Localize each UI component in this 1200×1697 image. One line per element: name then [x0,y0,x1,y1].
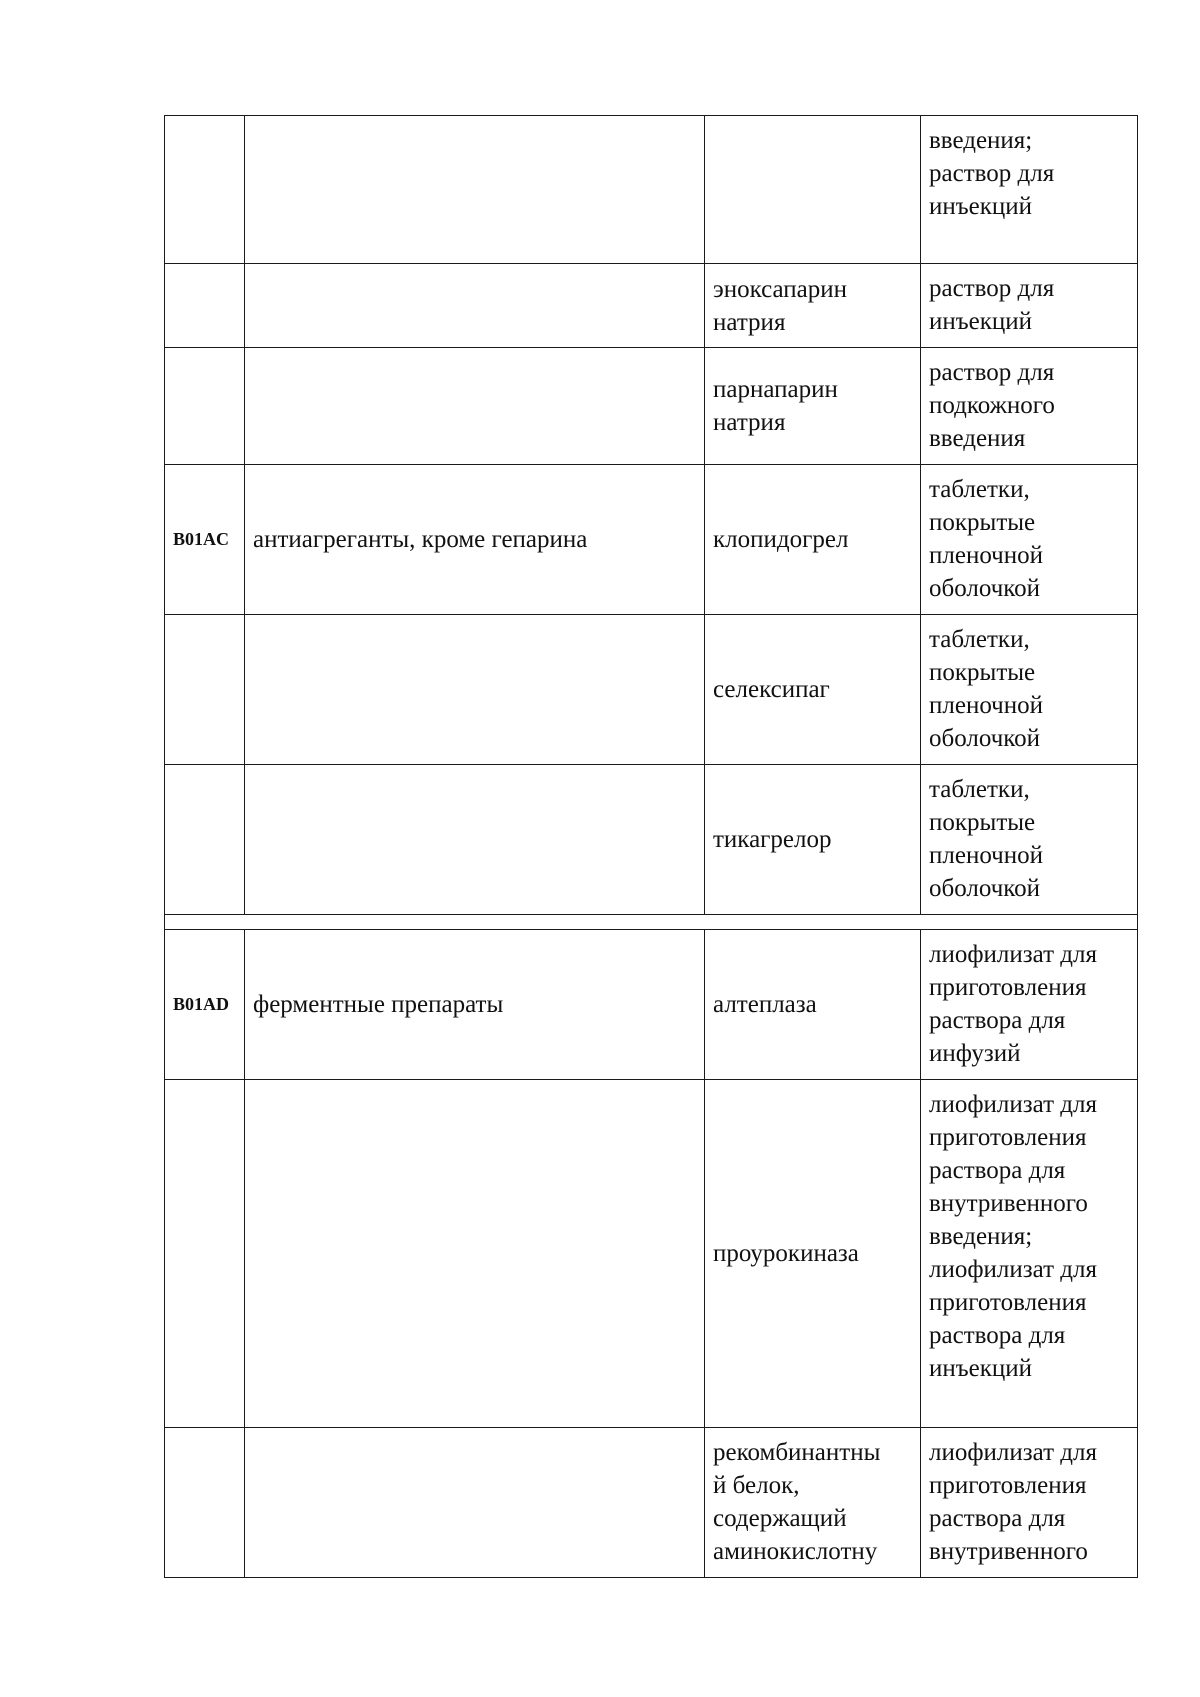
drug-name-cell: парнапарин натрия [705,348,921,465]
dosage-form-cell: таблетки, покрытые пленочной оболочкой [921,615,1138,765]
drug-name-cell [705,116,921,264]
group-name-cell [245,264,705,348]
group-name-cell [245,1428,705,1578]
table-row [165,1080,1138,1428]
drug-name-cell: селексипаг [705,615,921,765]
atc-code-cell [165,1080,245,1428]
dosage-form-cell: раствор для инъекций [921,264,1138,348]
drug-name-cell: рекомбинантны й белок, содержащий аминокислотну [705,1428,921,1578]
drug-name-cell: проурокиназа [705,1080,921,1428]
group-name-cell [245,348,705,465]
table-row [165,765,1138,915]
table-row [165,465,1138,615]
drug-name-cell: алтеплаза [705,930,921,1080]
atc-code-cell [165,116,245,264]
table-row [165,264,1138,348]
dosage-form-cell: введения; раствор для инъекций [921,116,1138,264]
dosage-form-cell: таблетки, покрытые пленочной оболочкой [921,465,1138,615]
dosage-form-cell: лиофилизат для приготовления раствора для инфузий [921,930,1138,1080]
atc-code-cell [165,615,245,765]
table-separator-row [165,915,1138,930]
drug-name-cell: эноксапарин натрия [705,264,921,348]
table-separator [165,915,1138,930]
atc-code-cell [165,765,245,915]
group-name-cell: ферментные препараты [245,930,705,1080]
table-row [165,348,1138,465]
group-name-cell: антиагреганты, кроме гепарина [245,465,705,615]
atc-code-cell: B01AC [165,465,245,615]
group-name-cell [245,615,705,765]
dosage-form-cell: лиофилизат для приготовления раствора для внутривенного [921,1428,1138,1578]
table-row [165,1428,1138,1578]
atc-code-cell [165,348,245,465]
drug-name-cell: клопидогрел [705,465,921,615]
group-name-cell [245,765,705,915]
atc-code-cell: B01AD [165,930,245,1080]
group-name-cell [245,1080,705,1428]
drug-name-cell: тикагрелор [705,765,921,915]
atc-code-cell [165,1428,245,1578]
group-name-cell [245,116,705,264]
drug-table [164,115,1138,1578]
dosage-form-cell: лиофилизат для приготовления раствора для внутривенного введения; лиофилизат для приготовления раствора для инъекций [921,1080,1138,1428]
dosage-form-cell: таблетки, покрытые пленочной оболочкой [921,765,1138,915]
atc-code-cell [165,264,245,348]
dosage-form-cell: раствор для подкожного введения [921,348,1138,465]
table-row [165,930,1138,1080]
table-row [165,116,1138,264]
table-row [165,615,1138,765]
